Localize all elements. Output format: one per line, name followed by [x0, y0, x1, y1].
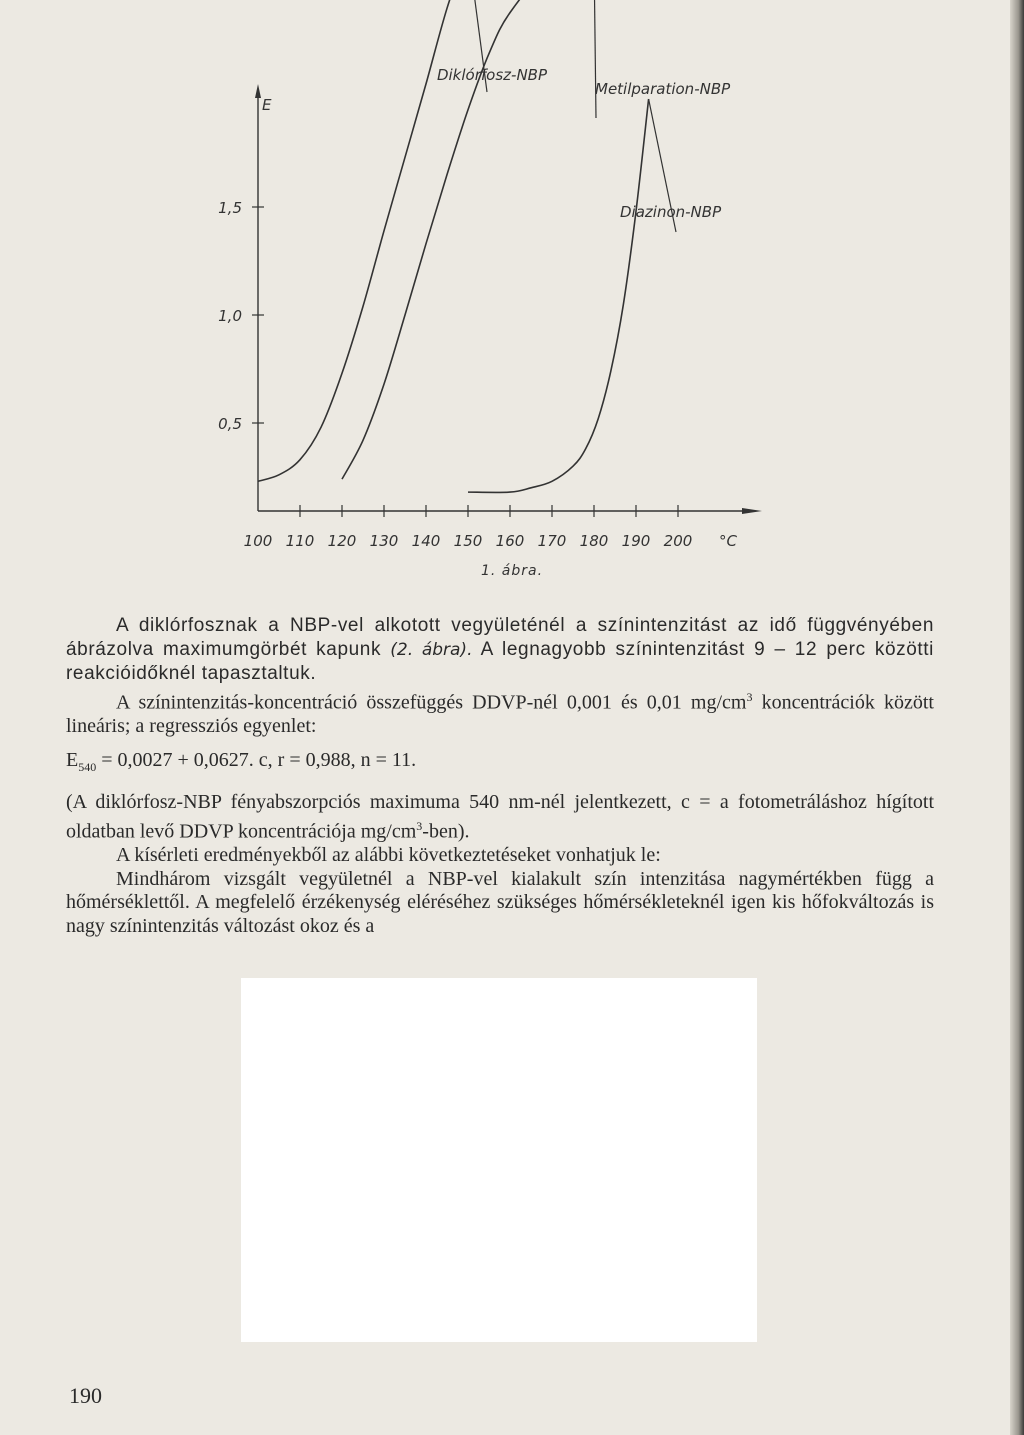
series-label: Metilparation-NBP: [595, 80, 731, 98]
paragraph-2: [66, 686, 934, 739]
paragraph-2-text-end: koncentrációk között lineáris; a regressziós egyenlet:: [66, 691, 934, 738]
x-tick-label: 130: [369, 532, 399, 550]
paragraph-4: A kísérleti eredményekből az alábbi következtetéseket vonhatjuk le:: [116, 844, 661, 867]
formula-subscript: 540: [78, 759, 97, 774]
x-tick-label: 190: [621, 532, 651, 550]
x-axis-unit-label: °C: [719, 532, 737, 550]
figure-1-chart: [0, 0, 1024, 590]
x-tick-label: 160: [495, 532, 525, 550]
x-tick-label: 200: [663, 532, 693, 550]
x-tick-label: 100: [243, 532, 273, 550]
y-tick-label: 0,5: [218, 415, 242, 433]
x-tick-label: 120: [327, 532, 357, 550]
x-tick-label: 150: [453, 532, 483, 550]
x-tick-label: 110: [285, 532, 315, 550]
x-axis-arrow: [742, 508, 762, 514]
formula-symbol: E: [66, 748, 79, 771]
series-label: Diklórfosz-NBP: [436, 66, 548, 84]
paragraph-3-text-end: -ben).: [422, 820, 470, 843]
x-tick-label: 140: [411, 532, 441, 550]
regression-equation: [66, 749, 934, 780]
superscript: 3: [746, 689, 753, 704]
y-tick-label: 1,5: [218, 199, 242, 217]
paragraph-1-text-end: A legnagyobb színintenzitást 9 – 12 perc közötti reakcióidőknél tapasztaltuk.: [66, 638, 935, 685]
series-label: Diazinon-NBP: [620, 203, 722, 221]
chart-axes: [218, 84, 762, 550]
blank-figure-area: [241, 978, 757, 1342]
x-tick-label: 170: [537, 532, 567, 550]
formula-body: = 0,0027 + 0,0627. c, r = 0,988, n = 11.: [96, 748, 417, 771]
paragraph-5: Mindhárom vizsgált vegyületnél a NBP-vel kialakult szín intenzitása nagymértékben függ a hőmérséklettől. A megfelelő érzékenység eléréséhez szükséges hőmérsékleteknél igen kis hőfokváltozás is nagy színintenzitás változást okoz és a: [66, 867, 934, 937]
x-tick-label: 180: [579, 532, 609, 550]
paragraph-1-text: A diklórfosznak a NBP-vel alkotott vegyületénél a színintenzitást az idő függvényében ábrázolva maximumgörbét kapunk: [66, 615, 934, 660]
chart-series-layer: [258, 0, 731, 492]
series-line: [468, 99, 649, 492]
figure-reference: (2. ábra).: [390, 639, 473, 660]
figure-caption: 1. ábra.: [480, 563, 544, 579]
paragraph-1: [66, 614, 934, 686]
y-axis-label: E: [262, 96, 272, 114]
y-tick-label: 1,0: [218, 307, 242, 325]
body-text: [66, 614, 934, 938]
series-leader-line: [594, 0, 596, 118]
y-axis-arrow: [255, 84, 261, 98]
paragraph-3: [66, 791, 934, 844]
page-number: 190: [69, 1383, 102, 1408]
superscript: 3: [416, 818, 423, 833]
paragraph-3-text: (A diklórfosz-NBP fényabszorpciós maximuma 540 nm-nél jelentkezett, c = a fotometráláshoz hígított oldatban levő DDVP koncentrációja mg/cm: [66, 791, 934, 843]
paragraph-2-text: A színintenzitás-koncentráció összefüggés DDVP-nél 0,001 és 0,01 mg/cm: [116, 691, 747, 714]
